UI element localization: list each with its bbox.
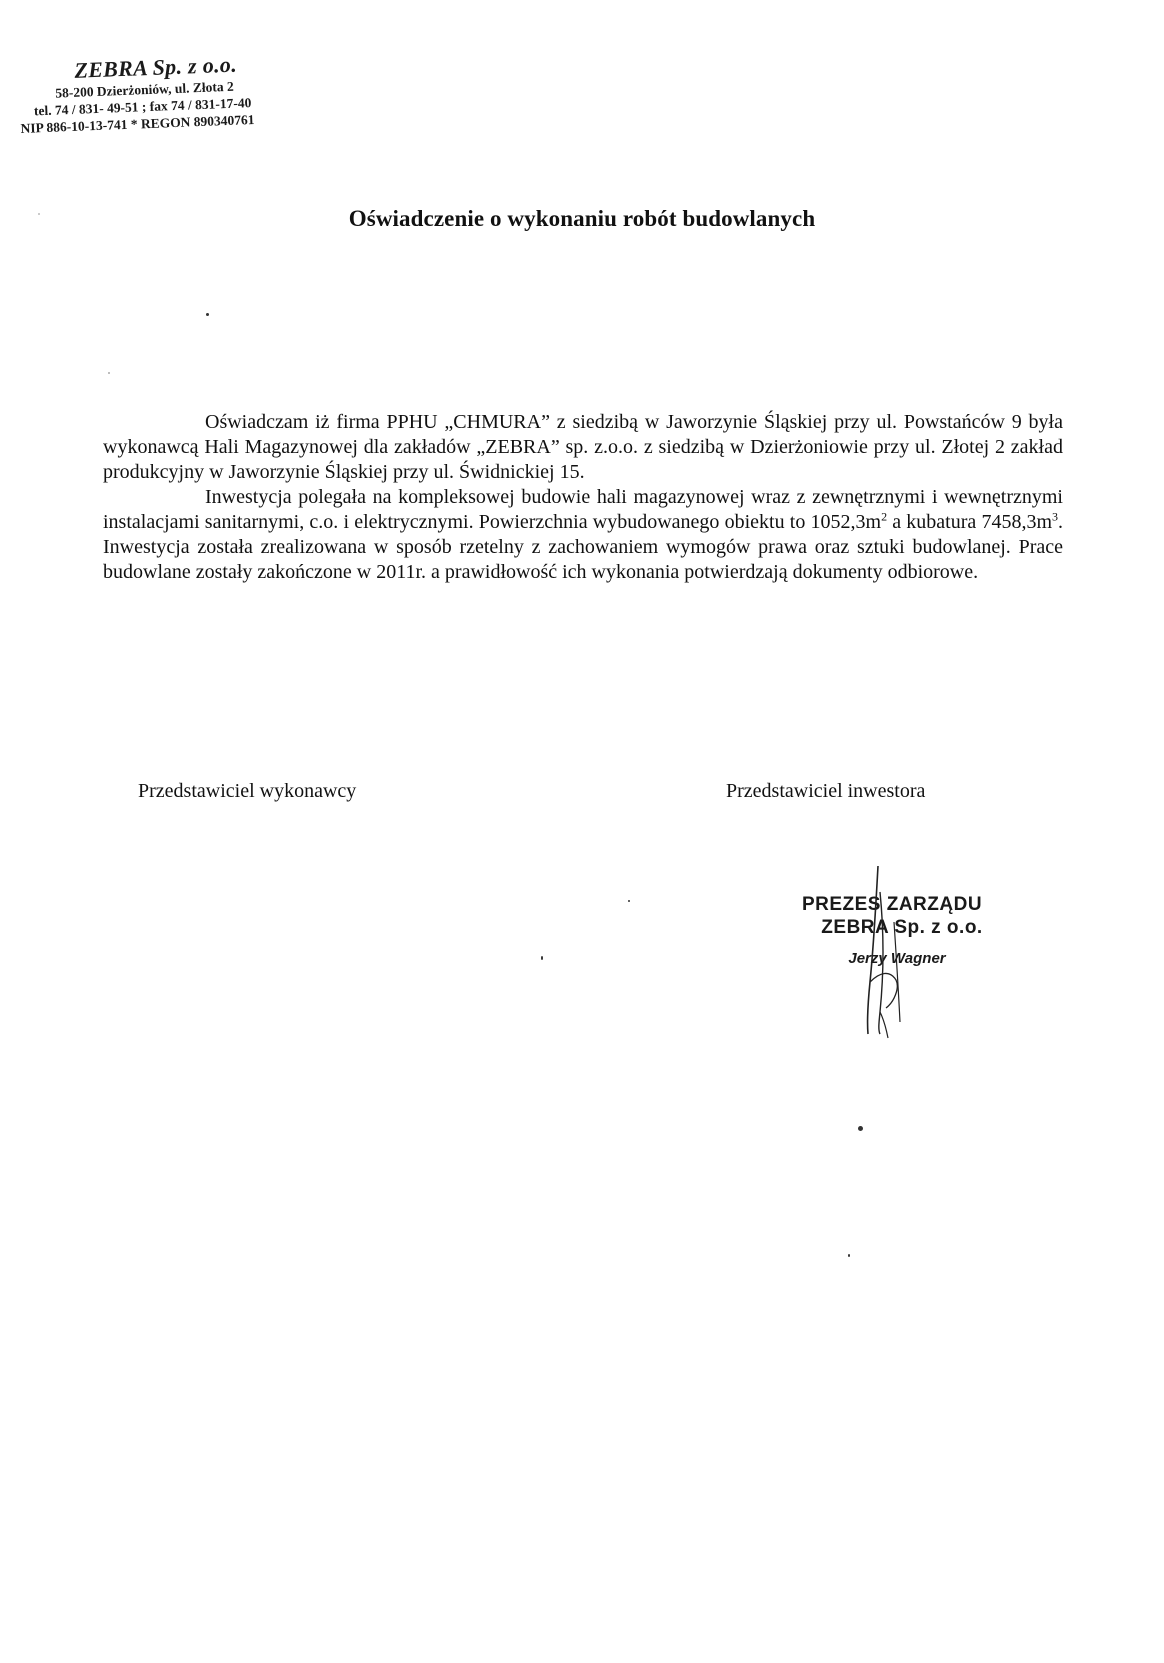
signature-stamp xyxy=(762,893,1022,969)
area-superscript: 2 xyxy=(881,509,888,524)
scan-speck xyxy=(628,900,630,902)
scan-speck xyxy=(108,372,110,374)
scan-speck xyxy=(541,956,543,960)
stamp-phone-fax: tel. 74 / 831- 49-51 ; fax 74 / 831-17-40 xyxy=(33,95,252,119)
volume-superscript: 3 xyxy=(1052,509,1058,524)
stamp-tax-ids: NIP 886-10-13-741 * REGON 890340761 xyxy=(20,111,255,136)
stamp-company: ZEBRA Sp. z o.o. xyxy=(821,917,983,938)
stamp-company-name: ZEBRA Sp. z o.o. xyxy=(73,51,238,83)
stamp-address: 58-200 Dzierżoniów, ul. Złota 2 xyxy=(55,78,234,101)
stamp-person-name: Jerzy Wagner xyxy=(848,950,946,967)
paragraph-investment-part-3: . Inwestycja została zrealizowana w sposób rzetelny z zachowaniem wymogów prawa oraz sztuki budowlanej. Prace budowlane zostały zakończone w 2011r. a prawidłowość ich wykonania potwierdzają dokumenty odbiorowe. xyxy=(103,511,1063,583)
contractor-representative-label: Przedstawiciel wykonawcy xyxy=(138,780,357,802)
paragraph-investment-part-2: a kubatura 7458,3m xyxy=(887,511,1052,533)
stamp-position: PREZES ZARZĄDU xyxy=(801,894,983,915)
scan-speck xyxy=(206,313,209,316)
document-title: Oświadczenie o wykonaniu robót budowlanych xyxy=(348,206,816,231)
scan-speck xyxy=(38,213,40,215)
investor-representative-label: Przedstawiciel inwestora xyxy=(726,780,926,802)
paragraph-investment-part-1: Inwestycja polegała na kompleksowej budowie hali magazynowej wraz z zewnętrznymi i wewnętrznymi instalacjami sanitarnymi, c.o. i elektrycznymi. Powierzchnia wybudowanego obiektu to 1052,3m xyxy=(103,486,1063,533)
company-header-stamp xyxy=(18,48,341,137)
paragraph-investment xyxy=(103,485,1063,585)
document-body xyxy=(103,410,1063,585)
scan-speck xyxy=(848,1254,850,1257)
scan-speck xyxy=(858,1126,863,1131)
paragraph-statement: Oświadczam iż firma PPHU „CHMURA” z siedzibą w Jaworzynie Śląskiej przy ul. Powstańców 9 była wykonawcą Hali Magazynowej dla zakładów „ZEBRA” sp. z.o.o. z siedzibą w Dzierżoniowie przy ul. Złotej 2 zakład produkcyjny w Jaworzynie Śląskiej przy ul. Świdnickiej 15. xyxy=(103,411,1063,483)
